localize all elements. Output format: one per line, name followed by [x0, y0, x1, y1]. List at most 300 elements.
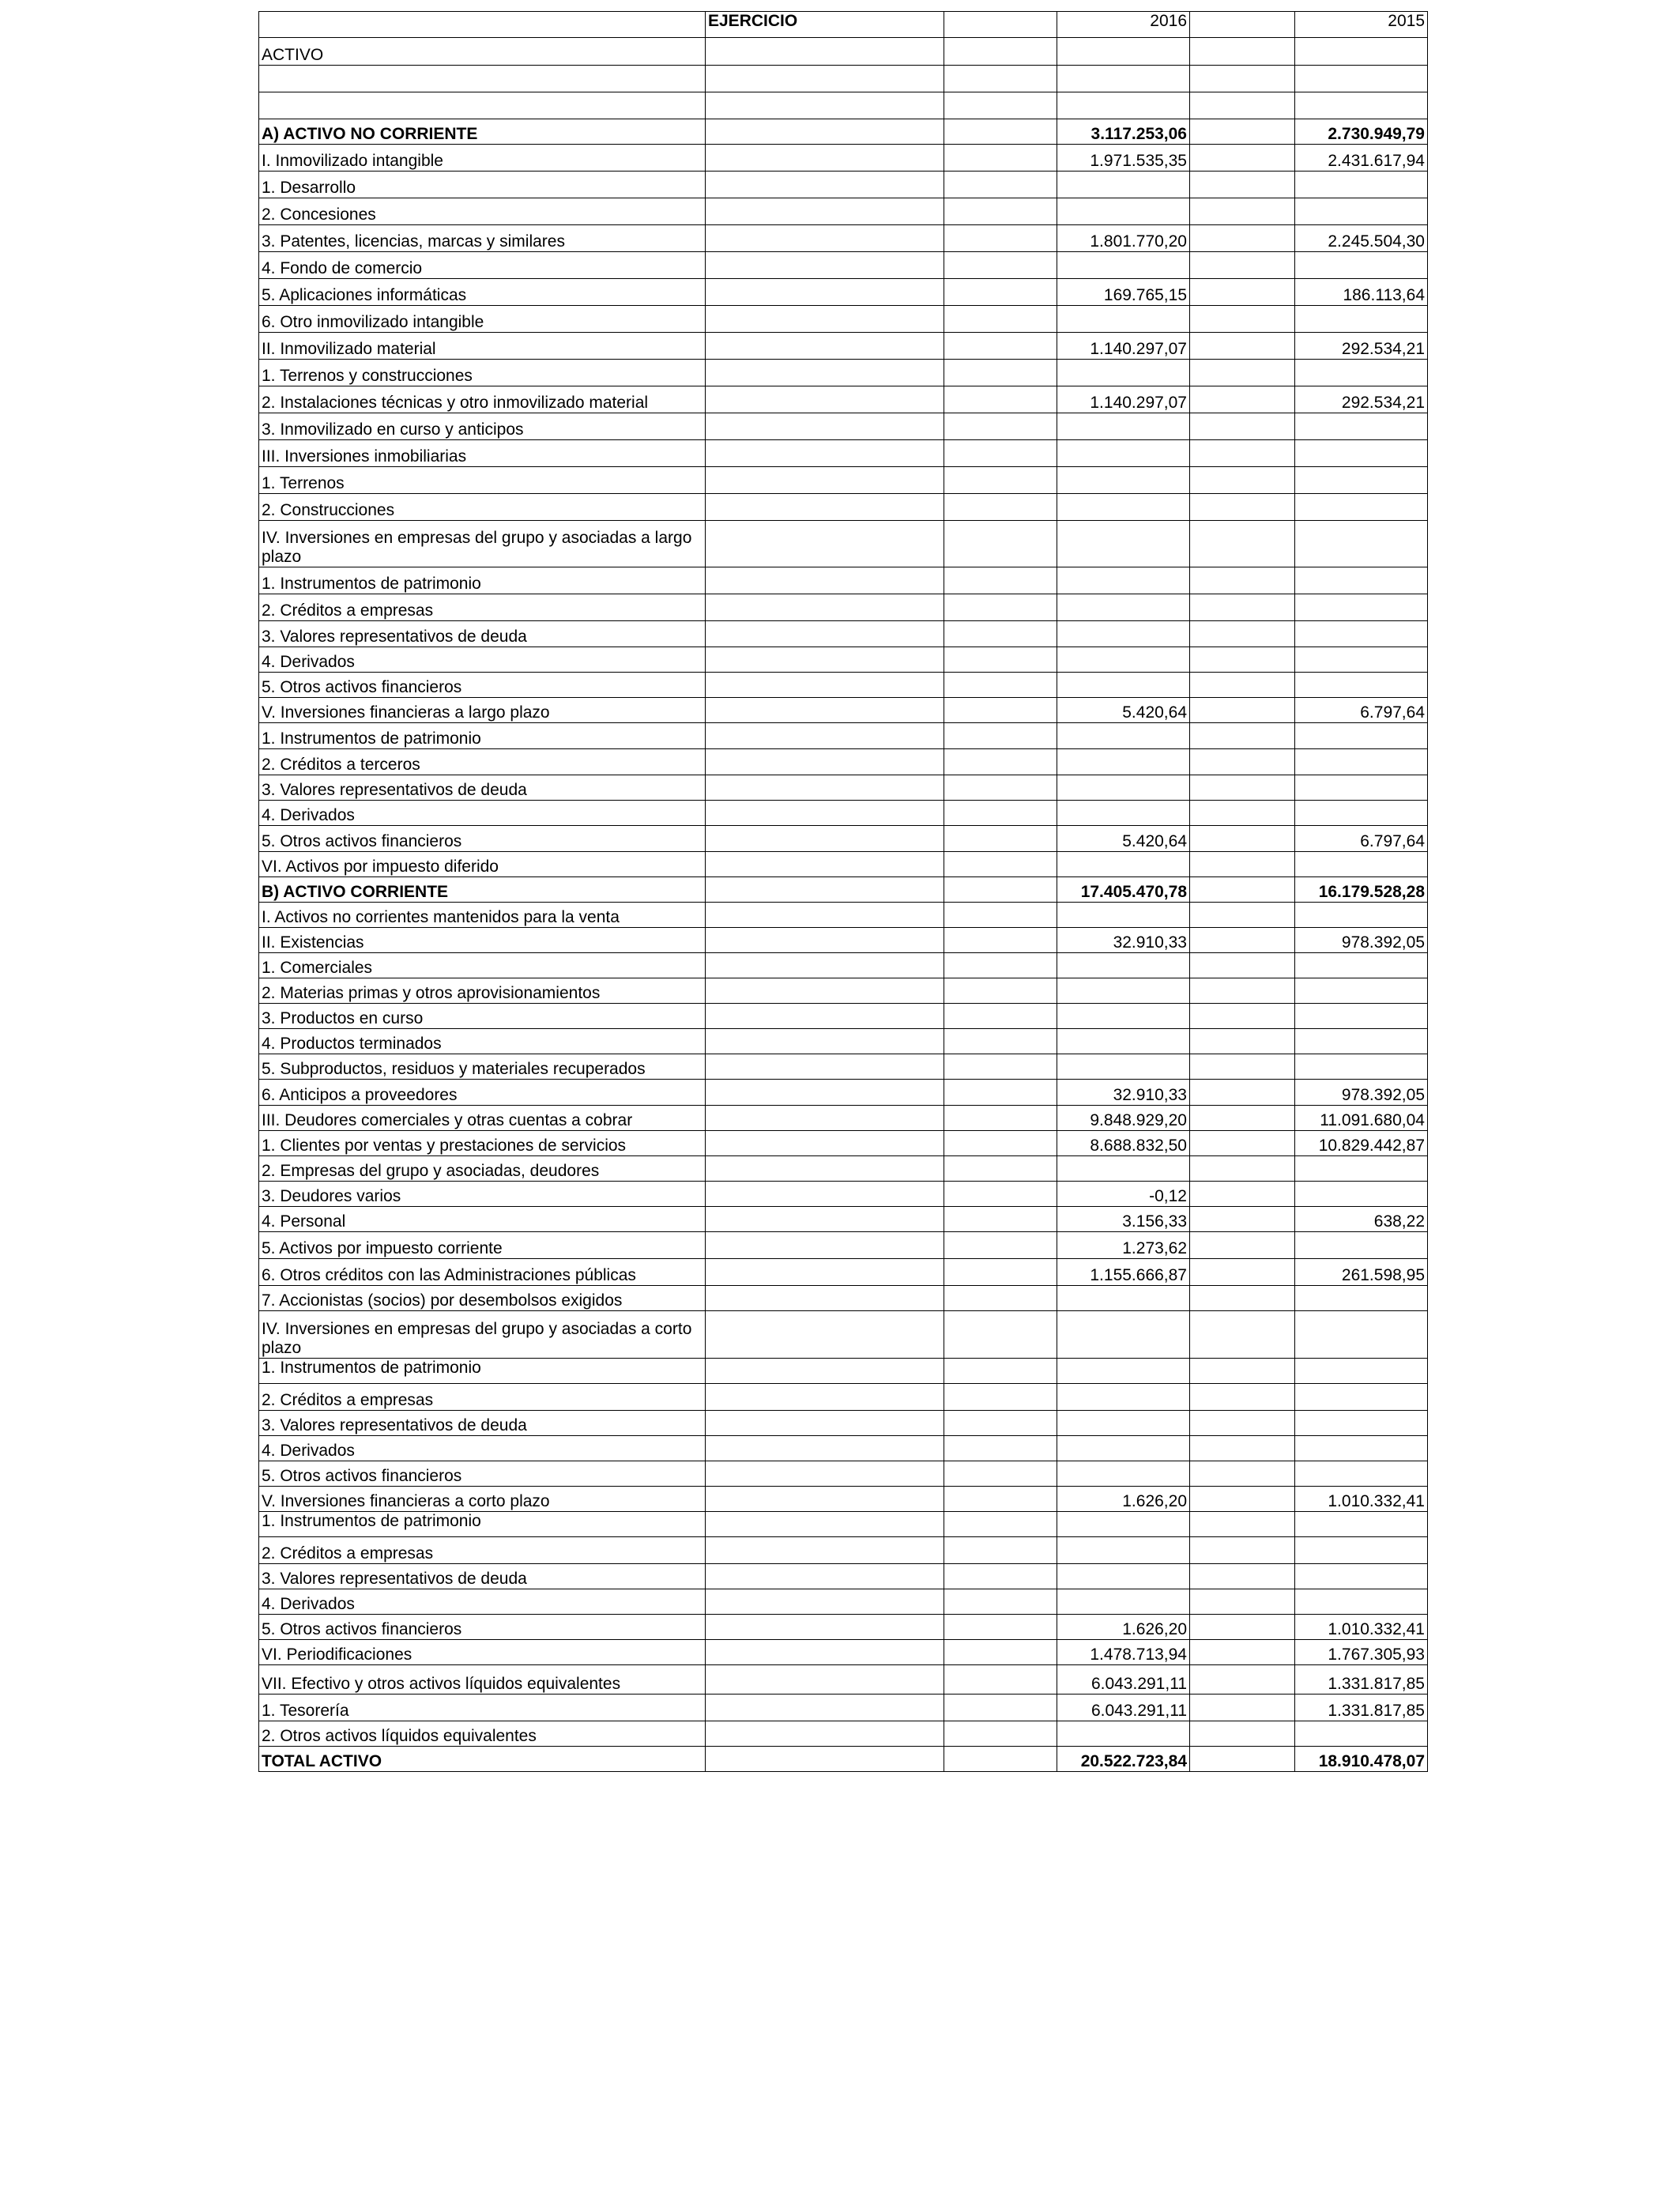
- value-2016: [1057, 1004, 1190, 1029]
- row-label: 4. Derivados: [259, 801, 706, 826]
- row-label: [259, 66, 706, 92]
- empty-cell: [944, 1747, 1057, 1772]
- empty-cell: [1190, 172, 1295, 198]
- value-2016: [1057, 38, 1190, 66]
- table-row: [259, 1564, 1428, 1589]
- table-row: [259, 801, 1428, 826]
- table-row: [259, 1106, 1428, 1131]
- balance-sheet-table: [258, 11, 1428, 1772]
- empty-cell: [944, 978, 1057, 1004]
- value-2016: 6.043.291,11: [1057, 1665, 1190, 1695]
- value-2016: 1.626,20: [1057, 1615, 1190, 1640]
- empty-cell: [706, 903, 944, 928]
- value-2016: [1057, 1436, 1190, 1461]
- table-row: [259, 440, 1428, 467]
- row-label: 5. Otros activos financieros: [259, 1461, 706, 1487]
- empty-cell: [1190, 903, 1295, 928]
- empty-cell: [706, 521, 944, 567]
- row-label: 3. Valores representativos de deuda: [259, 1411, 706, 1436]
- value-2016: [1057, 723, 1190, 749]
- value-2016: -0,12: [1057, 1182, 1190, 1207]
- empty-cell: [1190, 1054, 1295, 1080]
- empty-cell: [944, 360, 1057, 386]
- empty-cell: [944, 1537, 1057, 1564]
- table-row: [259, 594, 1428, 621]
- empty-cell: [706, 92, 944, 119]
- value-2015: 978.392,05: [1295, 928, 1428, 953]
- value-2016: 32.910,33: [1057, 928, 1190, 953]
- value-2015: 1.767.305,93: [1295, 1640, 1428, 1665]
- value-2015: [1295, 1054, 1428, 1080]
- empty-cell: [944, 1156, 1057, 1182]
- value-2015: [1295, 306, 1428, 333]
- table-row: [259, 1232, 1428, 1259]
- table-row: [259, 225, 1428, 252]
- value-2015: 292.534,21: [1295, 333, 1428, 360]
- row-label: II. Existencias: [259, 928, 706, 953]
- value-2015: [1295, 1436, 1428, 1461]
- empty-cell: [706, 279, 944, 306]
- value-2015: [1295, 1182, 1428, 1207]
- value-2016: [1057, 172, 1190, 198]
- empty-cell: [706, 1259, 944, 1286]
- value-2015: 18.910.478,07: [1295, 1747, 1428, 1772]
- value-2016: [1057, 1721, 1190, 1747]
- table-row: [259, 1537, 1428, 1564]
- empty-cell: [706, 333, 944, 360]
- empty-cell: [944, 66, 1057, 92]
- table-row: [259, 306, 1428, 333]
- table-row: [259, 1487, 1428, 1512]
- value-2016: 1.801.770,20: [1057, 225, 1190, 252]
- header-row: [259, 12, 1428, 38]
- row-label: 3. Valores representativos de deuda: [259, 1564, 706, 1589]
- empty-cell: [944, 198, 1057, 225]
- row-label: V. Inversiones financieras a largo plazo: [259, 698, 706, 723]
- empty-cell: [706, 928, 944, 953]
- value-2016: [1057, 360, 1190, 386]
- empty-cell: [944, 903, 1057, 928]
- empty-cell: [944, 386, 1057, 413]
- table-row: [259, 1411, 1428, 1436]
- table-row: [259, 698, 1428, 723]
- empty-cell: [944, 1207, 1057, 1232]
- empty-cell: [1190, 698, 1295, 723]
- empty-cell: [944, 225, 1057, 252]
- table-row: [259, 92, 1428, 119]
- row-label: [259, 92, 706, 119]
- table-row: [259, 1080, 1428, 1106]
- value-2016: [1057, 1461, 1190, 1487]
- value-2016: [1057, 1286, 1190, 1311]
- empty-cell: [706, 1537, 944, 1564]
- value-2016: [1057, 1359, 1190, 1384]
- empty-cell: [706, 1564, 944, 1589]
- value-2015: [1295, 1359, 1428, 1384]
- value-2016: 1.140.297,07: [1057, 333, 1190, 360]
- value-2015: [1295, 1537, 1428, 1564]
- value-2015: [1295, 775, 1428, 801]
- row-label: 2. Créditos a empresas: [259, 1537, 706, 1564]
- value-2015: 11.091.680,04: [1295, 1106, 1428, 1131]
- empty-cell: [1190, 1080, 1295, 1106]
- empty-cell: [706, 1589, 944, 1615]
- table-row: [259, 1512, 1428, 1537]
- empty-cell: [944, 92, 1057, 119]
- value-2016: 32.910,33: [1057, 1080, 1190, 1106]
- table-row: [259, 1461, 1428, 1487]
- value-2015: [1295, 1461, 1428, 1487]
- empty-cell: [706, 1029, 944, 1054]
- empty-cell: [1190, 1436, 1295, 1461]
- empty-cell: [944, 1080, 1057, 1106]
- value-2016: [1057, 1384, 1190, 1411]
- value-2016: [1057, 1156, 1190, 1182]
- value-2016: 20.522.723,84: [1057, 1747, 1190, 1772]
- empty-cell: [706, 360, 944, 386]
- table-row: [259, 928, 1428, 953]
- empty-cell: [1190, 978, 1295, 1004]
- empty-cell: [944, 1384, 1057, 1411]
- empty-cell: [706, 198, 944, 225]
- value-2015: 186.113,64: [1295, 279, 1428, 306]
- empty-cell: [1190, 647, 1295, 673]
- value-2015: [1295, 1286, 1428, 1311]
- value-2015: [1295, 1564, 1428, 1589]
- empty-cell: [944, 698, 1057, 723]
- empty-cell: [706, 1207, 944, 1232]
- table-row: [259, 1665, 1428, 1695]
- empty-cell: [944, 749, 1057, 775]
- empty-cell: [706, 1512, 944, 1537]
- empty-cell: [706, 1411, 944, 1436]
- value-2016: 5.420,64: [1057, 826, 1190, 852]
- table-row: [259, 145, 1428, 172]
- table-row: [259, 953, 1428, 978]
- value-2015: [1295, 1156, 1428, 1182]
- row-label: 6. Anticipos a proveedores: [259, 1080, 706, 1106]
- table-row: [259, 978, 1428, 1004]
- table-row: [259, 494, 1428, 521]
- empty-cell: [944, 928, 1057, 953]
- empty-cell: [1190, 621, 1295, 647]
- empty-cell: [706, 1487, 944, 1512]
- empty-cell: [944, 1029, 1057, 1054]
- row-label: 2. Créditos a empresas: [259, 1384, 706, 1411]
- empty-cell: [706, 225, 944, 252]
- empty-cell: [706, 1384, 944, 1411]
- empty-cell: [1190, 1207, 1295, 1232]
- row-label: B) ACTIVO CORRIENTE: [259, 877, 706, 903]
- empty-cell: [1190, 119, 1295, 145]
- value-2015: 2.245.504,30: [1295, 225, 1428, 252]
- table-row: [259, 198, 1428, 225]
- table-row: [259, 1436, 1428, 1461]
- empty-cell: [1190, 1156, 1295, 1182]
- empty-cell: [1190, 360, 1295, 386]
- table-row: [259, 521, 1428, 567]
- table-row: [259, 673, 1428, 698]
- value-2016: [1057, 1029, 1190, 1054]
- empty-cell: [944, 172, 1057, 198]
- row-label: IV. Inversiones en empresas del grupo y asociadas a largo plazo: [259, 521, 706, 567]
- empty-cell: [706, 494, 944, 521]
- ejercicio-header: EJERCICIO: [706, 12, 944, 38]
- value-2016: [1057, 978, 1190, 1004]
- value-2016: 3.156,33: [1057, 1207, 1190, 1232]
- value-2016: 6.043.291,11: [1057, 1695, 1190, 1721]
- value-2015: [1295, 38, 1428, 66]
- empty-cell: [944, 1721, 1057, 1747]
- empty-cell: [706, 467, 944, 494]
- table-row: [259, 119, 1428, 145]
- value-2016: [1057, 673, 1190, 698]
- value-2016: [1057, 252, 1190, 279]
- row-label: 3. Inmovilizado en curso y anticipos: [259, 413, 706, 440]
- value-2016: [1057, 413, 1190, 440]
- value-2015: [1295, 673, 1428, 698]
- row-label: 5. Otros activos financieros: [259, 673, 706, 698]
- empty-cell: [706, 1615, 944, 1640]
- row-label: 4. Fondo de comercio: [259, 252, 706, 279]
- value-2016: [1057, 1537, 1190, 1564]
- empty-cell: [1190, 1311, 1295, 1359]
- table-row: [259, 1589, 1428, 1615]
- empty-cell: [1190, 413, 1295, 440]
- empty-cell: [706, 723, 944, 749]
- balance-sheet-body: [259, 12, 1428, 1772]
- value-2016: 1.140.297,07: [1057, 386, 1190, 413]
- table-row: [259, 647, 1428, 673]
- empty-cell: [1190, 440, 1295, 467]
- empty-cell: [706, 1080, 944, 1106]
- value-2015: [1295, 978, 1428, 1004]
- empty-cell: [1190, 953, 1295, 978]
- empty-cell: [706, 953, 944, 978]
- empty-cell: [706, 1665, 944, 1695]
- empty-cell: [944, 567, 1057, 594]
- value-2015: [1295, 852, 1428, 877]
- row-label: 3. Valores representativos de deuda: [259, 621, 706, 647]
- table-row: [259, 621, 1428, 647]
- empty-cell: [1190, 92, 1295, 119]
- year-2015-header: 2015: [1295, 12, 1428, 38]
- header-blank-cell: [259, 12, 706, 38]
- row-label: VII. Efectivo y otros activos líquidos equivalentes: [259, 1665, 706, 1695]
- empty-cell: [1190, 1131, 1295, 1156]
- value-2016: [1057, 494, 1190, 521]
- value-2016: 1.971.535,35: [1057, 145, 1190, 172]
- empty-cell: [944, 252, 1057, 279]
- value-2015: 1.331.817,85: [1295, 1665, 1428, 1695]
- table-row: [259, 1182, 1428, 1207]
- value-2015: [1295, 360, 1428, 386]
- empty-cell: [706, 172, 944, 198]
- empty-cell: [1190, 749, 1295, 775]
- row-label: III. Inversiones inmobiliarias: [259, 440, 706, 467]
- empty-cell: [706, 621, 944, 647]
- row-label: 1. Desarrollo: [259, 172, 706, 198]
- value-2016: [1057, 594, 1190, 621]
- table-row: [259, 279, 1428, 306]
- empty-cell: [1190, 494, 1295, 521]
- empty-cell: [1190, 252, 1295, 279]
- empty-cell: [944, 1054, 1057, 1080]
- row-label: 2. Construcciones: [259, 494, 706, 521]
- value-2016: [1057, 1512, 1190, 1537]
- table-row: [259, 1004, 1428, 1029]
- value-2016: 1.478.713,94: [1057, 1640, 1190, 1665]
- empty-cell: [1190, 225, 1295, 252]
- empty-cell: [706, 775, 944, 801]
- value-2015: [1295, 66, 1428, 92]
- row-label: 2. Concesiones: [259, 198, 706, 225]
- empty-cell: [944, 119, 1057, 145]
- empty-cell: [1190, 1182, 1295, 1207]
- table-row: [259, 877, 1428, 903]
- empty-cell: [706, 440, 944, 467]
- row-label: 6. Otro inmovilizado intangible: [259, 306, 706, 333]
- row-label: 2. Créditos a terceros: [259, 749, 706, 775]
- table-row: [259, 1156, 1428, 1182]
- empty-cell: [706, 1359, 944, 1384]
- value-2015: 978.392,05: [1295, 1080, 1428, 1106]
- row-label: 1. Instrumentos de patrimonio: [259, 1359, 706, 1384]
- empty-cell: [944, 440, 1057, 467]
- value-2016: [1057, 775, 1190, 801]
- value-2015: [1295, 252, 1428, 279]
- empty-cell: [1190, 12, 1295, 38]
- value-2016: [1057, 1564, 1190, 1589]
- value-2015: [1295, 647, 1428, 673]
- value-2015: [1295, 1384, 1428, 1411]
- value-2015: [1295, 440, 1428, 467]
- value-2015: [1295, 594, 1428, 621]
- row-label: 4. Derivados: [259, 1436, 706, 1461]
- row-label: VI. Activos por impuesto diferido: [259, 852, 706, 877]
- empty-cell: [706, 1436, 944, 1461]
- empty-cell: [944, 1232, 1057, 1259]
- empty-cell: [706, 1311, 944, 1359]
- empty-cell: [706, 413, 944, 440]
- value-2016: [1057, 903, 1190, 928]
- empty-cell: [1190, 1106, 1295, 1131]
- value-2016: [1057, 92, 1190, 119]
- row-label: 5. Otros activos financieros: [259, 1615, 706, 1640]
- table-row: [259, 826, 1428, 852]
- row-label: 1. Instrumentos de patrimonio: [259, 723, 706, 749]
- row-label: IV. Inversiones en empresas del grupo y asociadas a corto plazo: [259, 1311, 706, 1359]
- value-2015: [1295, 494, 1428, 521]
- empty-cell: [706, 1232, 944, 1259]
- empty-cell: [944, 826, 1057, 852]
- empty-cell: [1190, 1512, 1295, 1537]
- empty-cell: [1190, 723, 1295, 749]
- table-row: [259, 38, 1428, 66]
- value-2015: [1295, 903, 1428, 928]
- empty-cell: [1190, 852, 1295, 877]
- row-label: 4. Personal: [259, 1207, 706, 1232]
- empty-cell: [1190, 386, 1295, 413]
- row-label: 3. Valores representativos de deuda: [259, 775, 706, 801]
- value-2015: [1295, 749, 1428, 775]
- empty-cell: [706, 673, 944, 698]
- row-label: TOTAL ACTIVO: [259, 1747, 706, 1772]
- value-2015: [1295, 1512, 1428, 1537]
- value-2015: 2.730.949,79: [1295, 119, 1428, 145]
- empty-cell: [944, 1564, 1057, 1589]
- table-row: [259, 775, 1428, 801]
- table-row: [259, 1259, 1428, 1286]
- row-label: 3. Patentes, licencias, marcas y similares: [259, 225, 706, 252]
- value-2015: [1295, 1411, 1428, 1436]
- empty-cell: [1190, 673, 1295, 698]
- value-2015: [1295, 92, 1428, 119]
- value-2015: [1295, 467, 1428, 494]
- empty-cell: [1190, 567, 1295, 594]
- empty-cell: [1190, 333, 1295, 360]
- row-label: II. Inmovilizado material: [259, 333, 706, 360]
- row-label: III. Deudores comerciales y otras cuentas a cobrar: [259, 1106, 706, 1131]
- empty-cell: [1190, 1537, 1295, 1564]
- row-label: 7. Accionistas (socios) por desembolsos exigidos: [259, 1286, 706, 1311]
- table-row: [259, 1747, 1428, 1772]
- table-row: [259, 1615, 1428, 1640]
- year-2016-header: 2016: [1057, 12, 1190, 38]
- table-row: [259, 1721, 1428, 1747]
- empty-cell: [1190, 279, 1295, 306]
- empty-cell: [944, 594, 1057, 621]
- value-2016: [1057, 521, 1190, 567]
- empty-cell: [944, 1359, 1057, 1384]
- empty-cell: [944, 1695, 1057, 1721]
- empty-cell: [1190, 877, 1295, 903]
- value-2015: 16.179.528,28: [1295, 877, 1428, 903]
- row-label: 2. Otros activos líquidos equivalentes: [259, 1721, 706, 1747]
- empty-cell: [1190, 594, 1295, 621]
- row-label: 5. Otros activos financieros: [259, 826, 706, 852]
- empty-cell: [1190, 1232, 1295, 1259]
- row-label: 4. Derivados: [259, 647, 706, 673]
- value-2015: [1295, 198, 1428, 225]
- value-2015: 638,22: [1295, 1207, 1428, 1232]
- value-2016: [1057, 306, 1190, 333]
- empty-cell: [1190, 1564, 1295, 1589]
- value-2015: [1295, 521, 1428, 567]
- row-label: 4. Derivados: [259, 1589, 706, 1615]
- empty-cell: [1190, 1747, 1295, 1772]
- table-row: [259, 333, 1428, 360]
- value-2016: [1057, 801, 1190, 826]
- empty-cell: [944, 1615, 1057, 1640]
- table-row: [259, 1640, 1428, 1665]
- row-label: 1. Comerciales: [259, 953, 706, 978]
- empty-cell: [706, 119, 944, 145]
- row-label: 2. Instalaciones técnicas y otro inmovilizado material: [259, 386, 706, 413]
- empty-cell: [706, 386, 944, 413]
- value-2016: 5.420,64: [1057, 698, 1190, 723]
- empty-cell: [944, 1665, 1057, 1695]
- row-label: A) ACTIVO NO CORRIENTE: [259, 119, 706, 145]
- table-row: [259, 172, 1428, 198]
- empty-cell: [944, 1106, 1057, 1131]
- empty-cell: [706, 749, 944, 775]
- empty-cell: [1190, 467, 1295, 494]
- value-2015: [1295, 567, 1428, 594]
- row-label: 1. Terrenos: [259, 467, 706, 494]
- empty-cell: [944, 145, 1057, 172]
- value-2016: 8.688.832,50: [1057, 1131, 1190, 1156]
